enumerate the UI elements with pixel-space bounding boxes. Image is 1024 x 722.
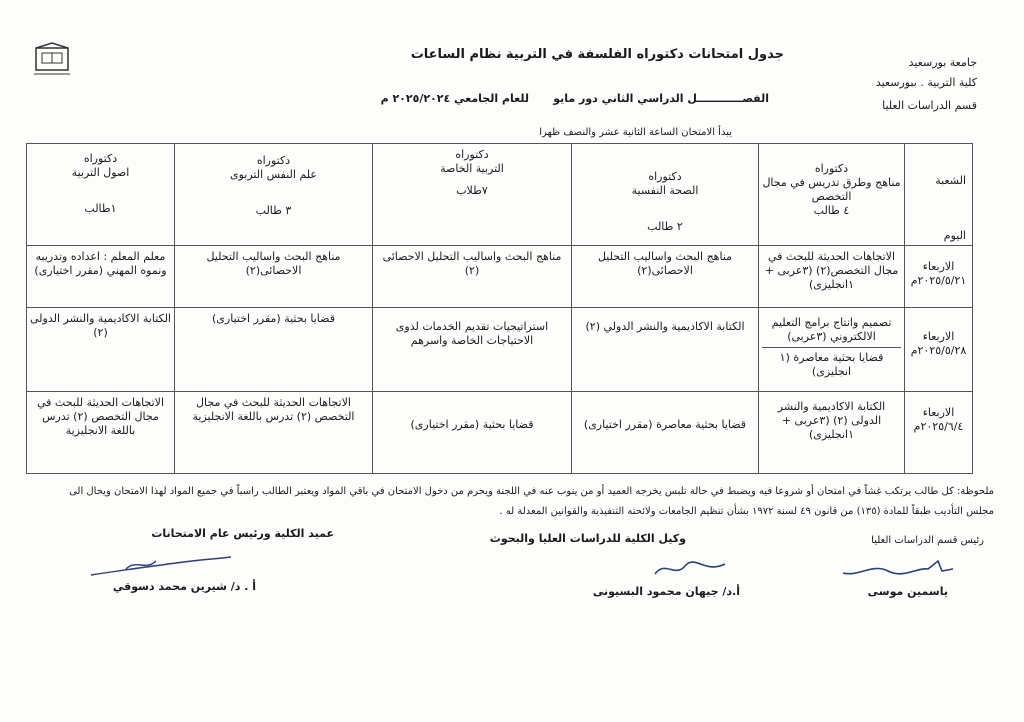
day-name: الاربعاء — [922, 406, 955, 419]
academic-year: للعام الجامعي ٢٠٢٥/٢٠٢٤ م — [380, 92, 529, 105]
university-logo — [30, 42, 74, 78]
exam-cell: الاتجاهات الحديثة للبحث في مجال التخصص(٢) (٣عربى + ١انجليزى) — [759, 246, 905, 308]
semester-label: الفصــــــــــــل الدراسي الثاني دور مايو — [553, 92, 769, 105]
column-student-count: ٧طلاب — [456, 184, 488, 197]
exam-cell: الكتابة الاكاديمية والنشر الدولي (٢) — [572, 308, 759, 392]
exam-schedule-table — [26, 143, 973, 474]
column-degree: دكتوراه — [648, 170, 682, 183]
exam-cell: استراتيجيات تقديم الخدمات لذوى الاحتياجات الخاصة واسرهم — [373, 308, 572, 392]
column-student-count: ٢ طالب — [647, 220, 683, 233]
column-degree: دكتوراه — [814, 162, 849, 175]
header-corner — [905, 144, 973, 246]
column-student-count: ١طالب — [84, 202, 117, 215]
column-specialty: الصحة النفسية — [631, 184, 699, 197]
exam-cell-split — [759, 308, 905, 392]
exam-cell: مناهج البحث واساليب التحليل الاحصائى (٢) — [373, 246, 572, 308]
table-row — [27, 246, 973, 308]
exam-cell: قضايا بحثية معاصرة (مقرر اختيارى) — [572, 392, 759, 474]
dean-signature-icon — [86, 553, 236, 581]
exam-cell: الاتجاهات الحديثة للبحث في مجال التخصص (٢) تدرس باللغة الانجليزية — [175, 392, 373, 474]
column-header — [175, 144, 373, 246]
head-dept-signature-icon — [838, 555, 958, 581]
exam-cell-top: تصميم وانتاج برامج التعليم الالكتروني (٣عربى) — [762, 312, 901, 348]
head-dept-title: رئيس قسم الدراسات العليا — [871, 535, 984, 546]
exam-cell: الاتجاهات الحديثة للبحث في مجال التخصص (٢) تدرس باللغة الانجليزية — [27, 392, 175, 474]
table-row — [27, 392, 973, 474]
university-name: جامعة بورسعيد — [908, 56, 977, 69]
column-header — [27, 144, 175, 246]
column-specialty: اصول التربية — [71, 166, 130, 179]
dean-name: أ . د/ شيرين محمد دسوقي — [112, 580, 256, 593]
day-cell — [905, 392, 973, 474]
exam-cell: الكتابة الاكاديمية والنشر الدولى (٢) — [27, 308, 175, 392]
exam-cell: مناهج البحث واساليب التحليل الاحصائى(٢) — [572, 246, 759, 308]
note-line-2: مجلس التأديب طبقاً للمادة (١٣٥) من قانون ٤٩ لسنة ١٩٧٢ بشأن تنظيم الجامعات ولائحته التنفيذية والقوانين المعدلة له . — [499, 506, 994, 517]
head-dept-name: ياسمين موسى — [867, 585, 948, 598]
department-name: قسم الدراسات العليا — [882, 99, 977, 112]
column-header — [373, 144, 572, 246]
column-degree: دكتوراه — [256, 154, 291, 167]
day-cell — [905, 246, 973, 308]
vice-dean-title: وكيل الكلية للدراسات العليا والبحوث — [489, 532, 686, 545]
column-specialty: التربية الخاصة — [440, 162, 504, 175]
column-degree: دكتوراه — [455, 148, 489, 161]
exam-date: ٢٠٢٥/٥/٢٨م — [910, 344, 967, 357]
exam-date: ٢٠٢٥/٥/٢١م — [910, 274, 967, 287]
exam-cell: الكتابة الاكاديمية والنشر الدولى (٢) (٣عربى + ١انجليزى) — [759, 392, 905, 474]
exam-cell: قضايا بحثية (مقرر اختيارى) — [175, 308, 373, 392]
day-cell — [905, 308, 973, 392]
column-student-count: ٤ طالب — [813, 204, 850, 217]
column-specialty: علم النفس التربوى — [230, 168, 317, 181]
table-row — [27, 308, 973, 392]
day-name: الاربعاء — [922, 330, 955, 343]
exam-cell: قضايا بحثية (مقرر اختيارى) — [373, 392, 572, 474]
table-header-row — [27, 144, 973, 246]
exam-start-time: يبدأ الامتحان الساعة الثانية عشر والنصف ظهرا — [539, 127, 732, 138]
column-header — [572, 144, 759, 246]
exam-cell-bottom: قضايا بحثية معاصرة (١ انجليزى) — [779, 351, 884, 378]
column-specialty: مناهج وطرق تدريس في مجال التخصص — [762, 176, 901, 203]
corner-day-label: اليوم — [943, 229, 966, 242]
dean-title: عميد الكلية ورئيس عام الامتحانات — [151, 527, 334, 540]
vice-dean-name: أ.د/ جيهان محمود البسيونى — [592, 585, 740, 598]
faculty-name: كلية التربية . ببورسعيد — [875, 76, 977, 89]
day-name: الاربعاء — [922, 260, 955, 273]
column-student-count: ٣ طالب — [255, 204, 292, 217]
corner-shuba-label: الشعبة — [935, 174, 966, 187]
note-line-1: ملحوظة: كل طالب يرتكب غشاً في امتحان أو شروعا فيه ويضبط في حالة تلبس يخرجه العميد أو من ينوب عنه في اللجنة ويحرم من دخول الامتحان في باقي المواد ويعتبر الطالب راسباً في جميع المواد لهذا الامتحان ويحال الى — [69, 486, 994, 497]
page-title: جدول امتحانات دكتوراه الفلسفة في التربية نظام الساعات — [410, 47, 784, 62]
vice-dean-signature-icon — [650, 556, 730, 582]
exam-cell: معلم المعلم : اعداده وتدريبه ونموه المهني (مقرر اختيارى) — [27, 246, 175, 308]
exam-date: ٢٠٢٥/٦/٤م — [913, 420, 964, 433]
exam-cell: مناهج البحث واساليب التحليل الاحصائى(٢) — [175, 246, 373, 308]
column-header — [759, 144, 905, 246]
column-degree: دكتوراه — [83, 152, 118, 165]
